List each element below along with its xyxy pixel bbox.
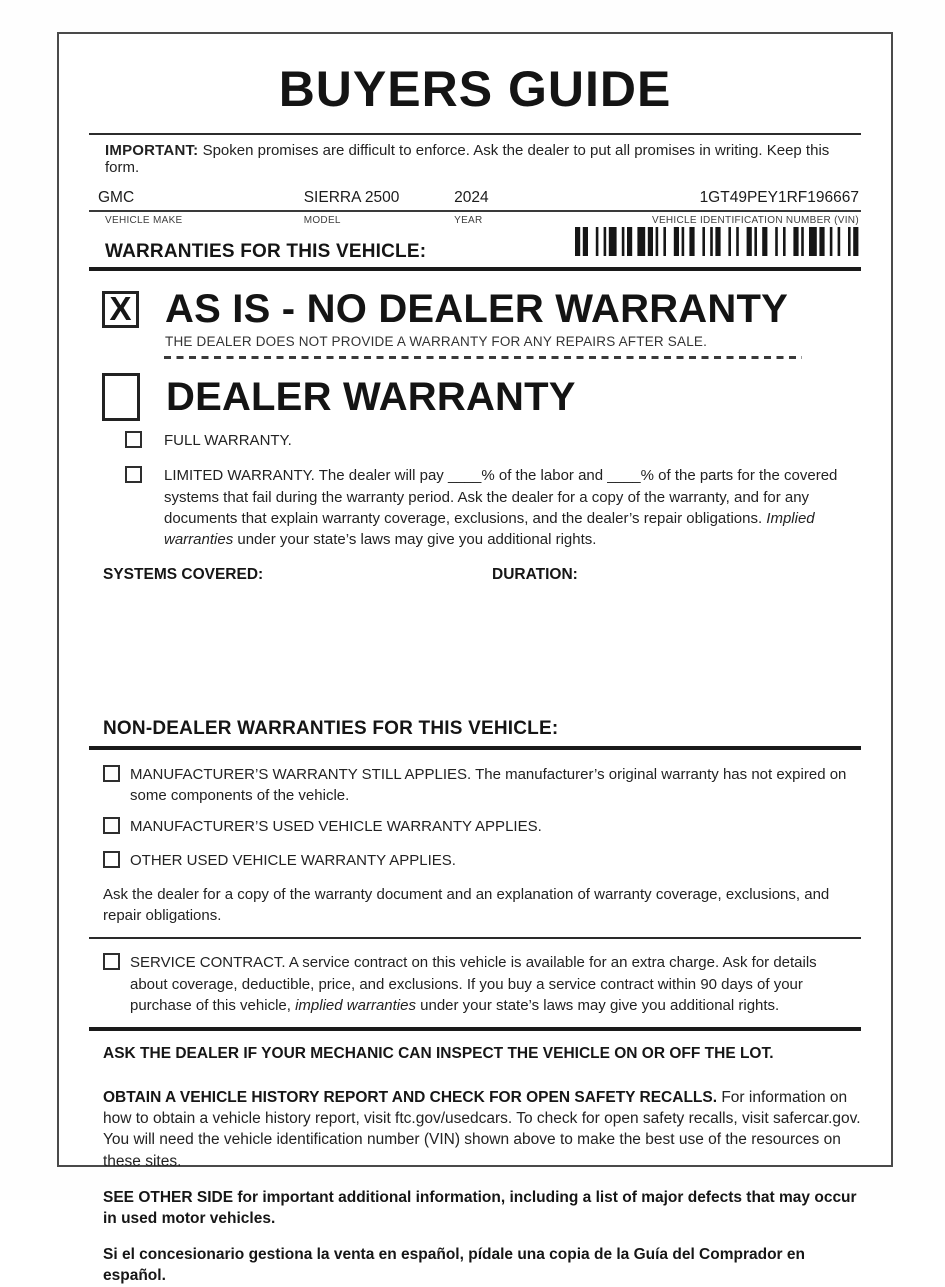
limited-warranty-checkbox[interactable] <box>125 466 142 483</box>
vehicle-history-bold: OBTAIN A VEHICLE HISTORY REPORT AND CHECK FOR OPEN SAFETY RECALLS. <box>103 1088 718 1106</box>
systems-duration-row <box>103 566 861 584</box>
non-dealer-heading: NON-DEALER WARRANTIES FOR THIS VEHICLE: <box>103 718 559 740</box>
divider <box>89 937 861 940</box>
as-is-row <box>102 289 861 329</box>
thick-divider <box>89 746 861 750</box>
vehicle-model-label: MODEL <box>303 215 341 226</box>
manufacturers-warranty-checkbox[interactable] <box>103 765 120 782</box>
important-notice <box>105 142 861 176</box>
vehicle-model-value: SIERRA 2500 <box>303 189 400 206</box>
manufacturers-warranty-text: MANUFACTURER’S WARRANTY STILL APPLIES. The manufacturer’s original warranty has not expired on some components of the vehicle. <box>130 765 847 805</box>
as-is-subtitle: THE DEALER DOES NOT PROVIDE A WARRANTY FOR ANY REPAIRS AFTER SALE. <box>165 334 708 349</box>
as-is-title: AS IS - NO DEALER WARRANTY <box>165 287 788 331</box>
service-contract-checkbox[interactable] <box>103 953 120 970</box>
vehicle-year-label: YEAR <box>454 215 483 226</box>
page-title: BUYERS GUIDE <box>278 61 672 117</box>
limited-warranty-item <box>125 465 861 550</box>
other-used-warranty-item <box>103 850 861 871</box>
manufacturers-warranty-item <box>103 764 861 807</box>
warranties-heading: WARRANTIES FOR THIS VEHICLE: <box>105 241 427 262</box>
other-used-warranty-checkbox[interactable] <box>103 851 120 868</box>
limited-warranty-text: LIMITED WARRANTY. The dealer will pay ____% of the labor and ____% of the parts for the covered systems that fail during the warranty period. Ask the dealer for a copy of the warranty, and for any documents that explain warranty coverage, exclusions, and the dealer’s repair obligations. Implied warranties under your state’s laws may give you additional rights. <box>164 467 838 549</box>
systems-covered-label: SYSTEMS COVERED: <box>103 566 264 584</box>
vehicle-make-label: VEHICLE MAKE <box>105 215 183 226</box>
vin-barcode <box>575 227 861 256</box>
other-used-warranty-text: OTHER USED VEHICLE WARRANTY APPLIES. <box>130 851 456 869</box>
as-is-checkbox[interactable] <box>102 291 139 328</box>
vehicle-history-text: OBTAIN A VEHICLE HISTORY REPORT AND CHECK FOR OPEN SAFETY RECALLS. For information on how to obtain a vehicle history report, visit ftc.gov/usedcars. To check for open safety recalls, visit safercar.gov. You will need the vehicle identification number (VIN) shown above to make the best use of the resources on these sites. <box>103 1088 861 1170</box>
dealer-warranty-row <box>102 373 861 421</box>
manufacturers-used-warranty-item <box>103 816 861 837</box>
manufacturers-used-warranty-text: MANUFACTURER’S USED VEHICLE WARRANTY APPLIES. <box>130 817 542 835</box>
important-label: IMPORTANT: <box>105 142 199 159</box>
full-warranty-label: FULL WARRANTY. <box>164 432 292 449</box>
warranties-heading-row <box>89 241 861 267</box>
dealer-warranty-checkbox[interactable] <box>102 373 140 421</box>
service-contract-text: SERVICE CONTRACT. A service contract on this vehicle is available for an extra charge. Ask for details about coverage, deductible, price, and exclusions. If you buy a service contract within 90 days of your purchase of this vehicle, implied warranties under your state’s laws may give you additional rights. <box>130 954 817 1014</box>
thick-divider <box>89 1027 861 1031</box>
vehicle-year-value: 2024 <box>454 189 489 206</box>
blank-writing-area <box>89 584 861 718</box>
service-contract-item <box>103 952 861 1016</box>
spanish-notice-text: Si el concesionario gestiona la venta en español, pídale una copia de la Guía del Comprador en español. <box>103 1245 805 1285</box>
implied-warranties-italic: implied warranties <box>295 996 416 1014</box>
dealer-warranty-title: DEALER WARRANTY <box>166 375 576 419</box>
see-other-side-text: SEE OTHER SIDE for important additional information, including a list of major defects that may occur in used motor vehicles. <box>103 1189 857 1228</box>
dashed-divider <box>164 356 802 359</box>
vehicle-make-value: GMC <box>98 189 135 206</box>
buyers-guide-form <box>57 32 893 1285</box>
duration-label: DURATION: <box>492 566 578 584</box>
implied-warranties-italic: Implied warranties <box>164 509 815 549</box>
vehicle-info-grid <box>89 189 861 226</box>
warranty-document-note: Ask the dealer for a copy of the warranty document and an explanation of warranty coverage, exclusions, and repair obligations. <box>103 886 830 925</box>
full-warranty-checkbox[interactable] <box>125 431 142 448</box>
vehicle-vin-value: 1GT49PEY1RF196667 <box>699 189 859 206</box>
mechanic-inspect-text: ASK THE DEALER IF YOUR MECHANIC CAN INSPECT THE VEHICLE ON OR OFF THE LOT. <box>103 1045 774 1063</box>
x-mark: X <box>109 289 132 327</box>
vehicle-vin-label: VEHICLE IDENTIFICATION NUMBER (VIN) <box>651 215 859 226</box>
important-text: Spoken promises are difficult to enforce. Ask the dealer to put all promises in writing. Keep this form. <box>105 142 830 176</box>
manufacturers-used-warranty-checkbox[interactable] <box>103 817 120 834</box>
thick-divider <box>89 267 861 271</box>
divider <box>89 133 861 135</box>
full-warranty-item <box>125 430 861 451</box>
